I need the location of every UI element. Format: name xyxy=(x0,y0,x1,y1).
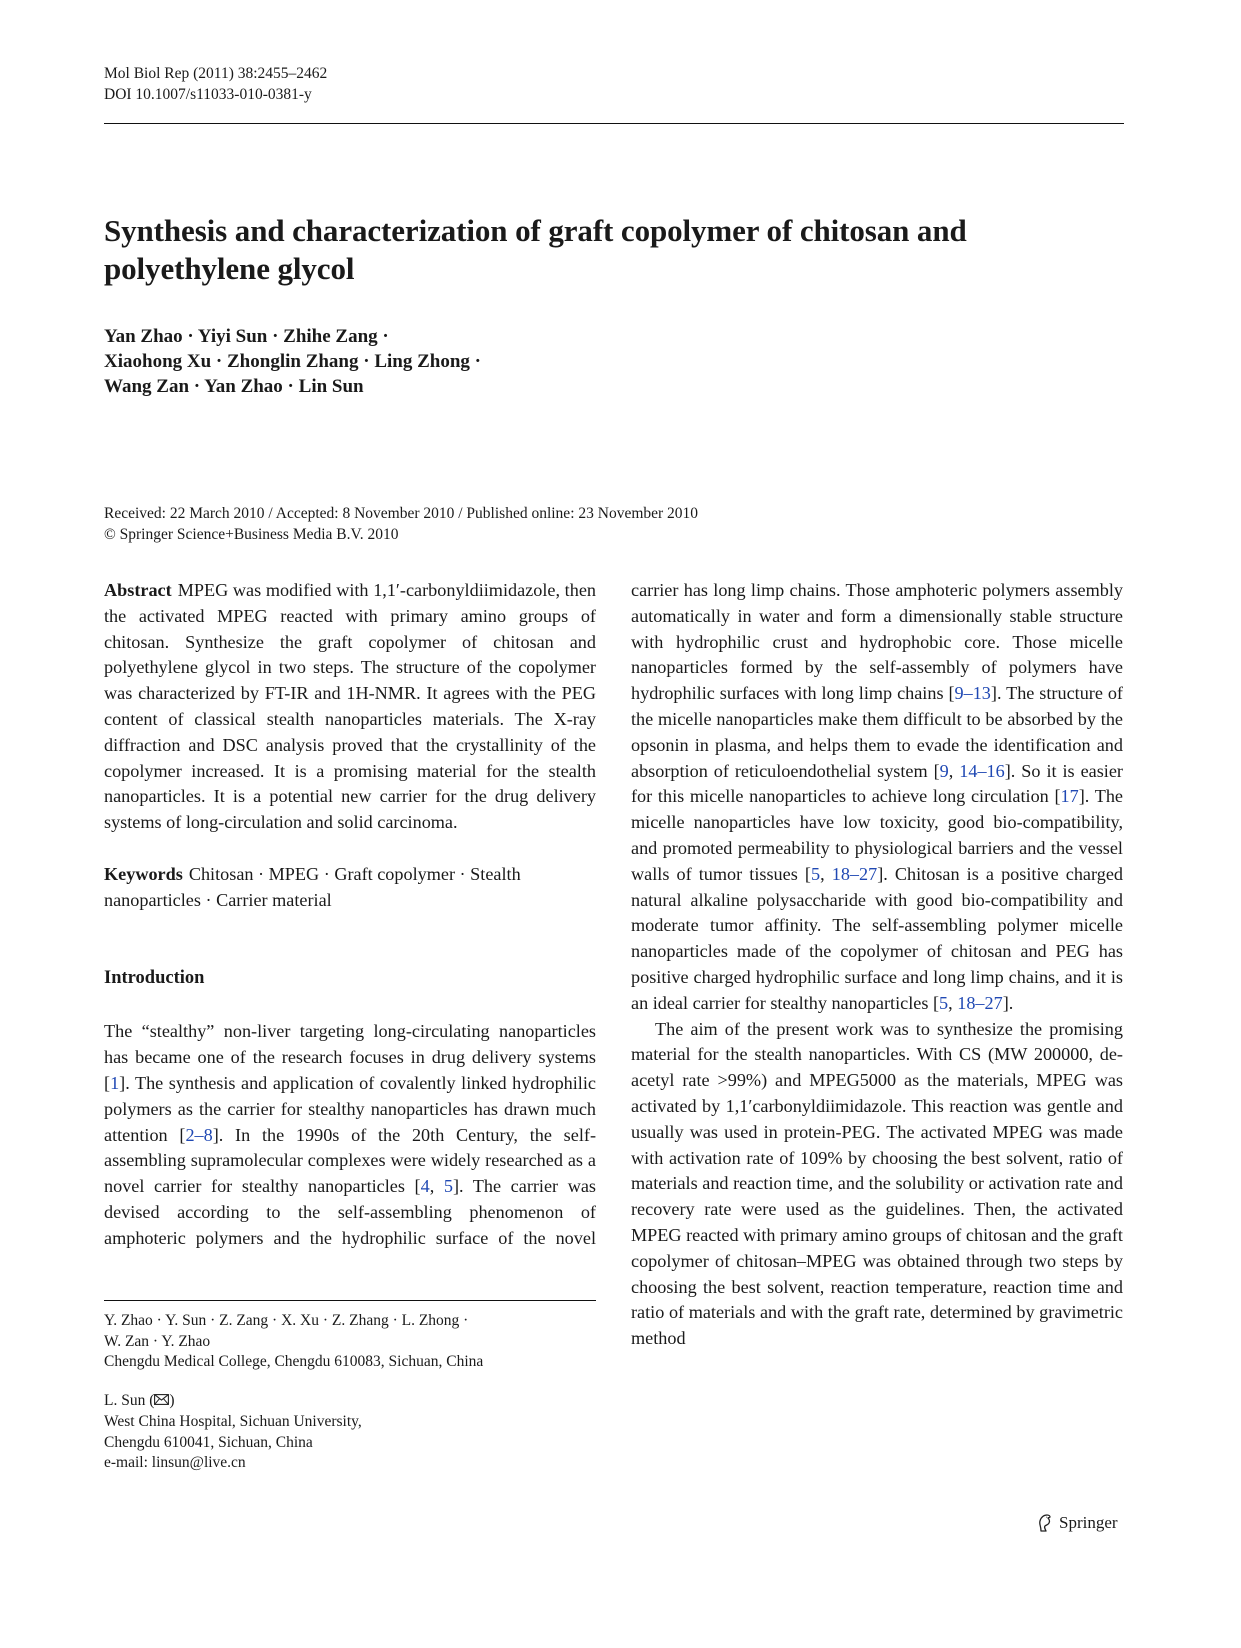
intro-text: The “stealthy” non-liver targeting long-circulating nanoparticles has became one of the research focuses in drug delivery systems [ xyxy=(104,1021,596,1093)
citation-link[interactable]: 5 xyxy=(443,1176,453,1197)
corresponding-author: L. Sun ( ) xyxy=(104,1391,596,1413)
intro-text: ]. In the 1990s of the 20th Century, the self-assembling supramolecular complexes were widely researched as a novel carrier for stealthy nanoparticles [ xyxy=(104,1124,596,1197)
citation-link[interactable]: 5 xyxy=(939,992,949,1013)
citation-link[interactable]: 9 xyxy=(939,760,949,781)
section-heading-introduction: Introduction xyxy=(104,967,205,988)
intro-text: ]. So it is easier for this micelle nanoparticles to achieve long circulation [ xyxy=(631,760,1123,807)
affiliation: Chengdu Medical College, Chengdu 610083, Sichuan, China xyxy=(104,1353,484,1370)
running-header xyxy=(104,63,327,105)
intro-text: ]. The synthesis and application of covalently linked hydrophilic polymers as the carrier for stealthy nanoparticles has drawn much attention [ xyxy=(104,1072,596,1145)
journal-citation: Mol Biol Rep (2011) 38:2455–2462 xyxy=(104,65,328,82)
history-dates: Received: 22 March 2010 / Accepted: 8 November 2010 / Published online: 23 November 2010 xyxy=(104,505,699,522)
author-line: Yan Zhao · Yiyi Sun · Zhihe Zang · xyxy=(104,326,389,347)
intro-paragraph-aim: The aim of the present work was to synthesize the promising material for the stealth nanoparticles. With CS (MW 200000, de-acetyl rate >99%) and MPEG5000 as the materials, MPEG was activated by 1,1′carbonyldiimidazole. This reaction was gentle and usually was used in protein-PEG. The activated MPEG was made with activation rate of 109% by choosing the best solvent, ratio of materials and reaction time, and the solubility or activation rate and recovery rate were used as the guidelines. Then, the activated MPEG reacted with primary amino groups of chitosan and the graft copolymer of chitosan–MPEG was obtained through two steps by choosing the best solvent, reaction temperature, reaction time and ratio of materials and with the graft rate, determined by gravimetric method xyxy=(631,1018,1123,1349)
intro-text: ]. xyxy=(1002,992,1014,1013)
copyright: © Springer Science+Business Media B.V. 2010 xyxy=(104,526,399,543)
intro-text: ]. The carrier was devised according to the self-assembling phenomenon of amphoteric polymers and the hydrophilic surface of the novel xyxy=(104,1176,596,1248)
springer-horse-icon xyxy=(1035,1513,1055,1533)
intro-text: ]. The structure of the micelle nanoparticles make them difficult to be absorbed by the opsonin in plasma, and helps them to evade the identification and absorption of reticuloendothelial system [ xyxy=(631,683,1123,781)
abstract-text: MPEG was modified with 1,1′-carbonyldiimidazole, then the activated MPEG reacted with primary amino groups of chitosan. Synthesize the graft copolymer of chitosan and polyethylene glycol in two steps. The structure of the copolymer was characterized by FT-IR and 1H-NMR. It agrees with the PEG content of classical stealth nanoparticles materials. The X-ray diffraction and DSC analysis proved that the crystallinity of the copolymer increased. It is a promising material for the stealth nanoparticles. It is a potential new carrier for the drug delivery systems of long-circulation and solid carcinoma. xyxy=(104,580,596,833)
publisher-name: Springer xyxy=(1059,1513,1118,1532)
intro-text: , xyxy=(820,863,832,884)
intro-text: , xyxy=(948,992,958,1013)
intro-paragraph xyxy=(104,1019,596,1251)
keywords xyxy=(104,862,596,914)
intro-text: ]. Chitosan is a positive charged natural alkaline polysaccharide with good bio-compatibility and moderate tumor affinity. The self-assembling polymer micelle nanoparticles made of the copolymer of chitosan and PEG has positive charged hydrophilic surface and long limp chains, and it is an ideal carrier for stealthy nanoparticles [ xyxy=(631,863,1123,1013)
footnote-authors: W. Zan · Y. Zhao xyxy=(104,1332,211,1350)
author-list xyxy=(104,324,481,399)
citation-link[interactable]: 18–27 xyxy=(957,992,1003,1013)
abstract-label: Abstract xyxy=(104,580,172,600)
corr-affiliation: West China Hospital, Sichuan University, xyxy=(104,1413,362,1430)
publisher-logo xyxy=(1035,1513,1118,1533)
affiliations-footnote xyxy=(104,1311,596,1492)
footnote-rule xyxy=(104,1300,596,1301)
intro-text: carrier has long limp chains. Those amphoteric polymers assembly automatically in water and form a dimensionally stable structure with hydrophilic crust and hydrophobic core. Those micelle nanoparticles formed by the self-assembly of polymers have hydrophilic surfaces with long limp chains [ xyxy=(631,580,1123,704)
corr-affiliation: Chengdu 610041, Sichuan, China xyxy=(104,1433,313,1451)
citation-link[interactable]: 14–16 xyxy=(959,760,1005,781)
citation-link[interactable]: 9–13 xyxy=(954,683,991,704)
citation-link[interactable]: 1 xyxy=(110,1072,120,1093)
intro-text: ]. The micelle nanoparticles have low toxicity, good bio-compatibility, and promoted permeability to physiological barriers and the vessel walls of tumor tissues [ xyxy=(631,786,1123,884)
article-history xyxy=(104,503,698,545)
author-line: Wang Zan · Yan Zhao · Lin Sun xyxy=(104,376,364,397)
footnote-authors: Y. Zhao · Y. Sun · Z. Zang · X. Xu · Z. Zhang · L. Zhong · xyxy=(104,1312,469,1329)
keywords-text: Chitosan · MPEG · Graft copolymer · Stealth nanoparticles · Carrier material xyxy=(104,863,521,910)
right-column xyxy=(631,578,1123,1352)
affiliation-block xyxy=(104,1311,596,1373)
header-rule xyxy=(104,123,1124,124)
envelope-icon xyxy=(154,1392,169,1413)
article-title: Synthesis and characterization of graft copolymer of chitosan and polyethylene glycol xyxy=(104,213,967,286)
keywords-label: Keywords xyxy=(104,863,183,884)
citation-link[interactable]: 18–27 xyxy=(831,863,878,884)
intro-paragraph-continued xyxy=(631,578,1123,1017)
intro-text: , xyxy=(429,1176,444,1197)
email-link[interactable]: e-mail: linsun@live.cn xyxy=(104,1454,246,1471)
author-line: Xiaohong Xu · Zhonglin Zhang · Ling Zhong · xyxy=(104,351,481,372)
citation-link[interactable]: 4 xyxy=(420,1176,430,1197)
citation-link[interactable]: 5 xyxy=(810,863,821,884)
abstract xyxy=(104,578,596,836)
citation-link[interactable]: 2–8 xyxy=(185,1124,213,1145)
doi[interactable]: DOI 10.1007/s11033-010-0381-y xyxy=(104,86,312,103)
corresponding-author-block xyxy=(104,1391,596,1474)
left-column xyxy=(104,578,596,1252)
intro-text: , xyxy=(948,760,960,781)
citation-link[interactable]: 17 xyxy=(1060,786,1079,807)
